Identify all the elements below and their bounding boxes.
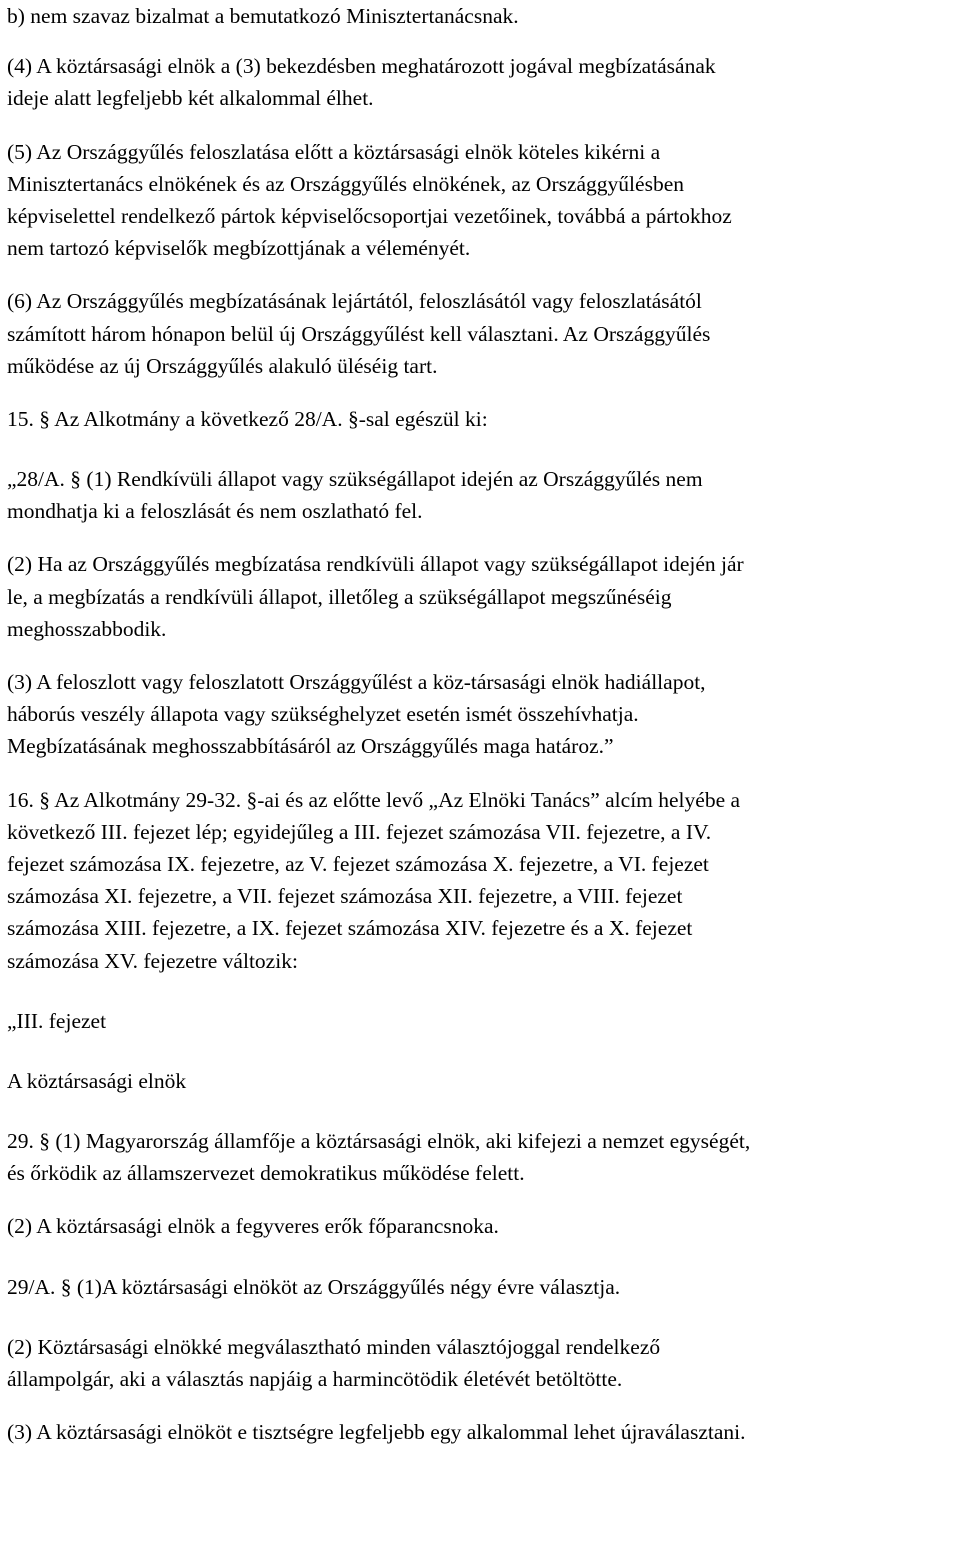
text-line: működése az új Országgyűlés alakuló üléséig tart. [7, 353, 438, 378]
text-line: „III. fejezet [7, 1008, 107, 1033]
text-line: (2) A köztársasági elnök a fegyveres erők főparancsnoka. [7, 1214, 499, 1239]
section-heading [7, 1005, 957, 1037]
text-line: meghosszabbodik. [7, 616, 167, 641]
paragraph [7, 1210, 957, 1242]
text-line: következő III. fejezet lép; egyidejűleg a III. fejezet számozása VII. fejezetre, a IV. [7, 819, 712, 844]
paragraph [7, 403, 957, 435]
text-line: fejezet számozása IX. fejezetre, az V. fejezet számozása X. fejezetre, a VI. fejezet [7, 851, 709, 876]
paragraph [7, 666, 957, 763]
paragraph [7, 784, 957, 977]
paragraph [7, 1331, 957, 1395]
text-line: számított három hónapon belül új Országgyűlést kell választani. Az Országgyűlés [7, 321, 711, 346]
paragraph [7, 1271, 957, 1303]
document-page [7, 0, 957, 1448]
text-line: le, a megbízatás a rendkívüli állapot, illetőleg a szükségállapot megszűnéséig [7, 584, 672, 609]
paragraph [7, 1416, 957, 1448]
text-line: 16. § Az Alkotmány 29-32. §-ai és az előtte levő „Az Elnöki Tanács” alcím helyébe a [7, 787, 741, 812]
text-line: (3) A feloszlott vagy feloszlatott Országgyűlést a köz-társasági elnök hadiállapot, [7, 670, 706, 694]
text-line: képviselettel rendelkező pártok képviselőcsoportjai vezetőinek, továbbá a pártokhoz [7, 203, 732, 228]
text-line: (6) Az Országgyűlés megbízatásának lejártától, feloszlásától vagy feloszlatásától [7, 289, 702, 314]
paragraph [7, 50, 957, 114]
text-line: „28/A. § (1) Rendkívüli állapot vagy szükségállapot idején az Országgyűlés nem [7, 467, 703, 492]
text-line: háborús veszély állapota vagy szükséghelyzet esetén ismét összehívhatja. [7, 702, 639, 727]
text-line: és őrködik az államszervezet demokratikus működése felett. [7, 1161, 525, 1186]
text-line: állampolgár, aki a választás napjáig a harmincötödik életévét betöltötte. [7, 1367, 623, 1391]
text-line: Megbízatásának meghosszabbításáról az Országgyűlés maga határoz.” [7, 734, 614, 759]
text-line: 29. § (1) Magyarország államfője a köztársasági elnök, aki kifejezi a nemzet egységét, [7, 1129, 751, 1154]
paragraph [7, 0, 957, 32]
text-line: (4) A köztársasági elnök a (3) bekezdésben meghatározott jogával megbízatásának [7, 54, 716, 79]
text-line: nem tartozó képviselők megbízottjának a véleményét. [7, 236, 471, 261]
paragraph [7, 463, 957, 527]
text-line: Minisztertanács elnökének és az Országgyűlés elnökének, az Országgyűlésben [7, 171, 684, 196]
text-line: számozása XI. fejezetre, a VII. fejezet számozása XII. fejezetre, a VIII. fejezet [7, 884, 683, 909]
text-line: számozása XV. fejezetre változik: [7, 948, 298, 973]
text-line: (3) A köztársasági elnököt e tisztségre legfeljebb egy alkalommal lehet újraválasztani. [7, 1420, 746, 1445]
paragraph [7, 1125, 957, 1189]
text-line: mondhatja ki a feloszlását és nem oszlatható fel. [7, 499, 423, 524]
text-line: 15. § Az Alkotmány a következő 28/A. §-sal egészül ki: [7, 406, 488, 431]
text-line: (2) Köztársasági elnökké megválasztható minden választójoggal rendelkező [7, 1334, 661, 1359]
paragraph [7, 548, 957, 645]
text-line: ideje alatt legfeljebb két alkalommal élhet. [7, 86, 374, 111]
text-line: (5) Az Országgyűlés feloszlatása előtt a köztársasági elnök köteles kikérni a [7, 139, 661, 164]
section-title [7, 1065, 957, 1097]
text-line: 29/A. § (1)A köztársasági elnököt az Országgyűlés négy évre választja. [7, 1274, 621, 1299]
text-line: számozása XIII. fejezetre, a IX. fejezet számozása XIV. fejezetre és a X. fejezet [7, 916, 693, 941]
paragraph [7, 136, 957, 265]
paragraph [7, 285, 957, 382]
text-line: (2) Ha az Országgyűlés megbízatása rendkívüli állapot vagy szükségállapot idején jár [7, 552, 744, 577]
text-line: A köztársasági elnök [7, 1068, 187, 1093]
text-line: b) nem szavaz bizalmat a bemutatkozó Minisztertanácsnak. [7, 4, 519, 28]
